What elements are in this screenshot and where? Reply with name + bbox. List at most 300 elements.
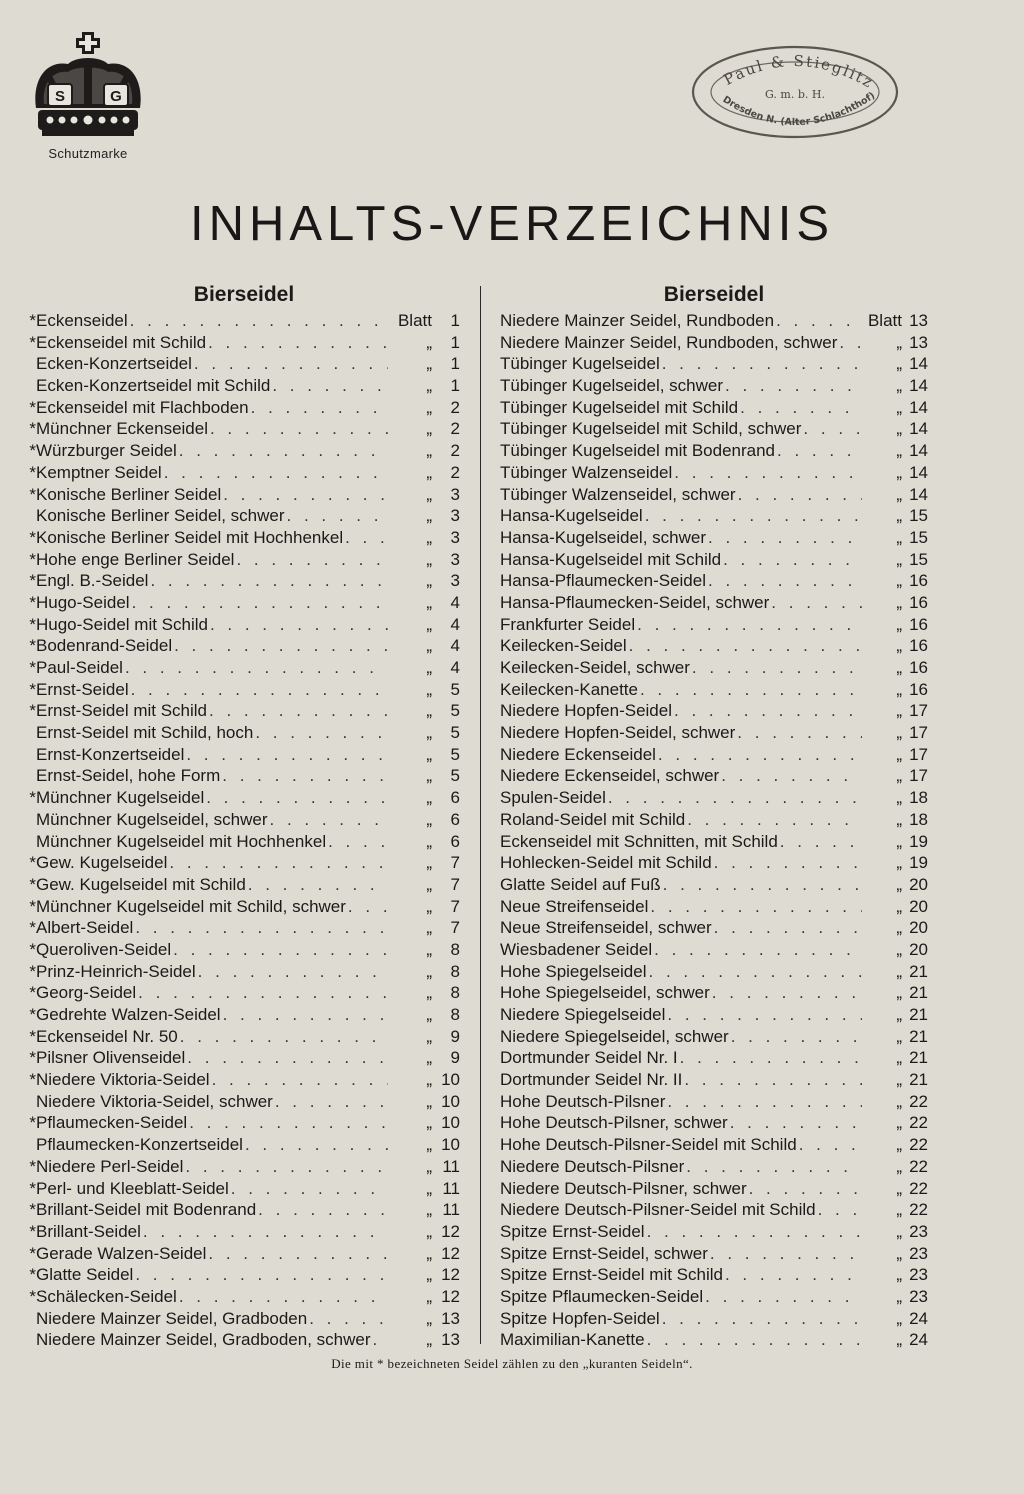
entry-page-number: 17 <box>909 766 928 786</box>
entry-name-text: Niedere Viktoria-Seidel <box>36 1070 210 1090</box>
list-item <box>500 874 928 896</box>
entry-name <box>500 700 672 722</box>
entry-name <box>500 1134 797 1156</box>
entry-page-number: 2 <box>450 441 460 461</box>
entry-star-marker: * <box>29 874 36 894</box>
entry-star-marker: * <box>29 658 36 677</box>
entry-name-text: Glatte Seidel <box>36 1265 134 1285</box>
leader-dots <box>645 1221 862 1243</box>
entry-star-marker: * <box>29 918 36 938</box>
entry-name <box>28 1069 210 1091</box>
entry-unit: „ <box>896 419 902 439</box>
entry-page-number: 9 <box>450 1026 460 1046</box>
leader-dots <box>690 657 862 679</box>
entry-unit: „ <box>896 527 902 547</box>
entry-name <box>500 397 738 419</box>
leader-dots <box>192 353 388 375</box>
entry-page-number: 14 <box>909 441 928 461</box>
entry-unit: „ <box>896 1265 902 1285</box>
entry-name <box>28 679 129 701</box>
list-item <box>500 852 928 874</box>
entry-name <box>500 418 801 440</box>
leader-dots <box>187 1112 388 1134</box>
list-item <box>500 657 928 679</box>
entry-star-marker: * <box>29 549 36 569</box>
entry-unit: „ <box>896 1048 902 1068</box>
entry-page-number: 21 <box>909 961 928 981</box>
entry-page-number: 18 <box>909 788 928 808</box>
entry-name <box>500 744 656 766</box>
leader-dots <box>606 787 862 809</box>
list-item <box>500 505 928 527</box>
entry-unit: „ <box>426 1005 432 1024</box>
entry-page-number: 22 <box>909 1178 928 1198</box>
entry-star-marker: * <box>29 1178 36 1198</box>
entry-name-text: Hohe Spiegelseidel <box>500 961 647 981</box>
entry-name <box>28 527 343 549</box>
entry-unit: „ <box>896 614 902 634</box>
entry-name <box>500 527 706 549</box>
leader-dots <box>204 787 388 809</box>
entry-name-text: Pflaumecken-Seidel <box>36 1113 188 1133</box>
list-item <box>28 744 460 766</box>
entry-unit: „ <box>426 376 432 396</box>
entry-name <box>500 831 778 853</box>
list-item <box>500 527 928 549</box>
entry-page-number: 15 <box>909 527 928 547</box>
entry-name <box>28 939 171 961</box>
page-title: INHALTS-VERZEICHNIS <box>189 197 835 251</box>
entry-page-number: 12 <box>441 1265 460 1285</box>
entry-star-marker: * <box>29 983 36 1003</box>
leader-dots <box>196 961 388 983</box>
left-column <box>28 282 460 1351</box>
entry-name-text: Neue Streifenseidel <box>500 896 649 916</box>
leader-dots <box>270 375 388 397</box>
entry-name-text: Eckenseidel mit Schild <box>36 332 207 352</box>
list-item <box>28 700 460 722</box>
entry-page-number: 14 <box>909 354 928 374</box>
entry-name-text: Neue Streifenseidel, schwer <box>500 918 712 938</box>
list-item <box>500 939 928 961</box>
list-item <box>28 896 460 918</box>
list-item <box>28 440 460 462</box>
entry-name-text: Prinz-Heinrich-Seidel <box>36 961 196 981</box>
entry-name <box>28 917 133 939</box>
entry-name <box>28 1286 177 1308</box>
entry-page-number: 22 <box>909 1091 928 1111</box>
leader-dots <box>652 939 862 961</box>
leader-dots <box>234 549 388 571</box>
column-divider <box>480 286 481 1344</box>
entry-name <box>28 353 192 375</box>
entry-name-text: Georg-Seidel <box>36 983 137 1003</box>
entry-star-marker: * <box>29 939 36 959</box>
leader-dots <box>797 1134 862 1156</box>
list-item <box>28 874 460 896</box>
entry-name <box>28 657 123 679</box>
entry-name-text: Engl. B.-Seidel <box>36 571 149 591</box>
entry-unit: „ <box>896 874 902 894</box>
leader-dots <box>253 722 388 744</box>
entry-name-text: Gedrehte Walzen-Seidel <box>36 1005 221 1024</box>
leader-dots <box>647 961 863 983</box>
list-item <box>28 1156 460 1178</box>
entry-name <box>28 852 167 874</box>
entry-page-number: 16 <box>909 571 928 591</box>
leader-dots <box>177 440 388 462</box>
entry-unit: „ <box>426 831 432 851</box>
entry-unit: „ <box>426 354 432 374</box>
entry-name-text: Hohe Spiegelseidel, schwer <box>500 983 710 1003</box>
entry-page-number: 14 <box>909 419 928 439</box>
entry-unit: „ <box>896 1135 902 1155</box>
entry-unit: „ <box>426 723 432 743</box>
entry-unit: „ <box>896 744 902 764</box>
leader-dots <box>706 570 862 592</box>
entry-unit: „ <box>896 484 902 504</box>
list-item <box>28 527 460 549</box>
entry-page-number: 4 <box>450 592 460 612</box>
entry-name <box>500 809 685 831</box>
entry-name <box>28 1112 187 1134</box>
entry-name <box>28 375 270 397</box>
list-item <box>28 397 460 419</box>
list-item <box>28 1221 460 1243</box>
entry-page-number: 20 <box>909 896 928 916</box>
entry-name <box>28 592 130 614</box>
list-item <box>28 592 460 614</box>
entry-name-text: Maximilian-Kanette <box>500 1330 645 1350</box>
leader-dots <box>643 505 862 527</box>
entry-name-text: Niedere Mainzer Seidel, Rundboden, schwer <box>500 332 838 352</box>
entry-page-number: 19 <box>909 831 928 851</box>
leader-dots <box>184 744 388 766</box>
leader-dots <box>665 1004 862 1026</box>
entry-name-text: Münchner Kugelseidel mit Hochhenkel <box>36 831 327 851</box>
list-item <box>500 1091 928 1113</box>
leader-dots <box>747 1178 862 1200</box>
entry-unit: „ <box>896 1156 902 1176</box>
entry-unit: „ <box>896 1243 902 1263</box>
entry-name <box>500 614 635 636</box>
leader-dots <box>307 1308 388 1330</box>
entry-name <box>28 462 162 484</box>
entry-name-text: Hohe Deutsch-Pilsner <box>500 1091 666 1111</box>
leader-dots <box>723 375 862 397</box>
entry-name-text: Niedere Deutsch-Pilsner-Seidel mit Schild <box>500 1200 816 1220</box>
entry-unit: „ <box>426 809 432 829</box>
entry-unit: „ <box>426 1286 432 1306</box>
list-item <box>28 1286 460 1308</box>
entry-page-number: 12 <box>441 1286 460 1306</box>
list-item <box>28 332 460 354</box>
right-column-heading: Bierseidel <box>663 283 765 306</box>
entry-name-text: Ernst-Seidel <box>36 679 129 699</box>
leader-dots <box>721 549 862 571</box>
entry-name <box>28 484 221 506</box>
leader-dots <box>178 1026 388 1048</box>
entry-unit: „ <box>426 462 432 482</box>
entry-page-number: 19 <box>909 853 928 873</box>
entry-page-number: 21 <box>909 1026 928 1046</box>
leader-dots <box>141 1221 388 1243</box>
leader-dots <box>775 440 862 462</box>
entry-name-text: Albert-Seidel <box>36 918 134 938</box>
entry-name <box>28 1156 183 1178</box>
entry-name-text: Pilsner Olivenseidel <box>36 1048 186 1068</box>
entry-unit: „ <box>426 1308 432 1328</box>
entry-unit: „ <box>426 1265 432 1285</box>
entry-name <box>28 332 206 354</box>
entry-name <box>500 961 647 983</box>
entry-name <box>28 570 148 592</box>
entry-unit: „ <box>426 874 432 894</box>
entry-page-number: 24 <box>909 1308 928 1328</box>
entry-name-text: Eckenseidel mit Schnitten, mit Schild <box>500 831 778 851</box>
list-item <box>500 1047 928 1069</box>
leader-dots <box>710 982 862 1004</box>
entry-name-text: Dortmunder Seidel Nr. I <box>500 1048 678 1068</box>
leader-dots <box>635 614 862 636</box>
entry-page-number: 23 <box>909 1265 928 1285</box>
entry-star-marker: * <box>29 484 36 504</box>
trademark-label: Schutzmarke <box>48 146 128 161</box>
entry-star-marker: * <box>29 1026 36 1046</box>
entry-name <box>28 1308 307 1330</box>
leader-dots <box>273 1091 388 1113</box>
entry-name-text: Hugo-Seidel mit Schild <box>36 614 208 634</box>
entry-page-number: 7 <box>450 853 460 873</box>
entry-star-marker: * <box>29 1243 36 1263</box>
entry-star-marker: * <box>29 419 36 439</box>
entry-name-text: Hansa-Pflaumecken-Seidel <box>500 571 706 591</box>
entry-page-number: 16 <box>909 592 928 612</box>
entry-page-number: 22 <box>909 1156 928 1176</box>
left-column-heading: Bierseidel <box>193 283 295 306</box>
entry-page-number: 4 <box>450 614 460 634</box>
entry-page-number: 16 <box>909 658 928 677</box>
leader-dots <box>627 635 862 657</box>
entry-unit: „ <box>896 961 902 981</box>
entry-unit: „ <box>426 1048 432 1068</box>
entry-unit: „ <box>426 1135 432 1155</box>
entry-page-number: 24 <box>909 1330 928 1350</box>
leader-dots <box>285 505 388 527</box>
entry-name-text: Queroliven-Seidel <box>36 939 172 959</box>
entry-name <box>28 765 220 787</box>
entry-name <box>500 440 775 462</box>
entry-page-number: 6 <box>450 788 460 808</box>
entry-name <box>500 310 774 332</box>
entry-name-text: Niedere Mainzer Seidel, Gradboden, schwer <box>36 1330 371 1350</box>
list-item <box>28 1178 460 1200</box>
entry-name <box>500 874 661 896</box>
entry-name <box>28 418 208 440</box>
entry-name-text: Tübinger Walzenseidel <box>500 462 673 482</box>
entry-page-number: 1 <box>450 376 460 396</box>
entry-name-text: Münchner Eckenseidel <box>36 419 208 439</box>
entry-page-number: 20 <box>909 939 928 959</box>
leader-dots <box>206 332 388 354</box>
entry-name <box>500 917 712 939</box>
entry-name-text: Niedere Eckenseidel <box>500 744 656 764</box>
leader-dots <box>133 1264 388 1286</box>
entry-page-number: 3 <box>450 571 460 591</box>
entry-name <box>500 1199 816 1221</box>
list-item <box>500 1026 928 1048</box>
entry-unit: „ <box>426 1026 432 1046</box>
entry-name-text: Niedere Spiegelseidel <box>500 1005 666 1024</box>
entry-name-text: Hohlecken-Seidel mit Schild <box>500 853 712 873</box>
entry-unit: „ <box>896 788 902 808</box>
entry-name <box>28 549 234 571</box>
list-item <box>28 982 460 1004</box>
list-item <box>500 1178 928 1200</box>
list-item <box>500 635 928 657</box>
entry-unit: „ <box>896 592 902 612</box>
leader-dots <box>672 700 862 722</box>
entry-unit: „ <box>896 506 902 526</box>
entry-unit: „ <box>426 1113 432 1133</box>
list-item <box>28 1329 460 1351</box>
entry-name-text: Dortmunder Seidel Nr. II <box>500 1070 683 1090</box>
entry-name-text: Roland-Seidel mit Schild <box>500 809 686 829</box>
entry-unit: „ <box>896 1330 902 1350</box>
entry-name <box>500 1091 665 1113</box>
entry-name <box>500 787 606 809</box>
entry-unit: „ <box>426 658 432 677</box>
entry-name-text: Tübinger Kugelseidel mit Bodenrand <box>500 441 776 461</box>
entry-unit: „ <box>426 527 432 547</box>
entry-unit: Blatt <box>397 311 432 330</box>
leader-dots <box>837 332 862 354</box>
entry-name-text: Hansa-Kugelseidel mit Schild <box>500 549 722 569</box>
entry-page-number: 15 <box>909 506 928 526</box>
leader-dots <box>648 896 862 918</box>
entry-page-number: 16 <box>909 679 928 699</box>
entry-page-number: 8 <box>450 939 460 959</box>
entry-name-text: Bodenrand-Seidel <box>36 636 173 656</box>
entry-name <box>28 961 196 983</box>
leader-dots <box>774 310 862 332</box>
entry-page-number: 2 <box>450 419 460 439</box>
entry-name <box>500 1156 684 1178</box>
leader-dots <box>129 679 388 701</box>
entry-name <box>500 505 643 527</box>
entry-name <box>500 1221 645 1243</box>
logo-letter-g: G <box>110 88 122 105</box>
entry-name-text: Niedere Viktoria-Seidel, schwer <box>36 1091 273 1111</box>
list-item <box>28 939 460 961</box>
entry-name-text: Ernst-Seidel mit Schild, hoch <box>36 723 254 743</box>
list-item <box>28 1069 460 1091</box>
entry-name <box>500 1243 708 1265</box>
entry-name <box>28 1264 133 1286</box>
entry-page-number: 5 <box>450 766 460 786</box>
entry-unit: „ <box>896 1005 902 1024</box>
entry-unit: „ <box>426 744 432 764</box>
leader-dots <box>171 939 388 961</box>
entry-star-marker: * <box>29 1070 36 1090</box>
entry-name <box>28 397 249 419</box>
stamp-icon <box>688 40 902 142</box>
entry-page-number: 23 <box>909 1243 928 1263</box>
entry-name-text: Konische Berliner Seidel <box>36 484 222 504</box>
list-item <box>500 570 928 592</box>
leader-dots <box>816 1199 862 1221</box>
entry-name-text: Niedere Deutsch-Pilsner <box>500 1156 685 1176</box>
entry-name <box>500 353 660 375</box>
list-item <box>28 353 460 375</box>
entry-name <box>500 1178 747 1200</box>
entry-unit: „ <box>896 1286 902 1306</box>
entry-page-number: 18 <box>909 809 928 829</box>
entry-page-number: 11 <box>442 1156 460 1176</box>
entry-unit: „ <box>426 896 432 916</box>
entry-name <box>28 809 268 831</box>
list-item <box>28 852 460 874</box>
list-item <box>28 1112 460 1134</box>
leader-dots <box>185 1047 388 1069</box>
list-item <box>28 657 460 679</box>
entry-name <box>28 982 136 1004</box>
entry-page-number: 7 <box>450 874 460 894</box>
entry-name-text: Niedere Hopfen-Seidel <box>500 701 672 721</box>
entry-name <box>28 831 326 853</box>
entry-page-number: 3 <box>450 484 460 504</box>
entry-page-number: 6 <box>450 809 460 829</box>
entry-unit: „ <box>896 376 902 396</box>
list-item <box>500 375 928 397</box>
leader-dots <box>801 418 862 440</box>
leader-dots <box>246 874 388 896</box>
entry-name-text: Brillant-Seidel <box>36 1221 141 1241</box>
leader-dots <box>719 765 862 787</box>
leader-dots <box>660 353 862 375</box>
list-item <box>500 462 928 484</box>
entry-page-number: 7 <box>450 896 460 916</box>
leader-dots <box>208 614 388 636</box>
entry-unit: „ <box>426 636 432 656</box>
entry-star-marker: * <box>29 332 36 352</box>
entry-page-number: 13 <box>909 332 928 352</box>
entry-star-marker: * <box>29 441 36 461</box>
entry-page-number: 12 <box>441 1221 460 1241</box>
entry-name-text: Schälecken-Seidel <box>36 1286 177 1306</box>
entry-unit: „ <box>896 1070 902 1090</box>
entry-page-number: 8 <box>450 1005 460 1024</box>
entry-unit: „ <box>426 1200 432 1220</box>
entry-star-marker: * <box>29 397 36 417</box>
leader-dots <box>207 700 388 722</box>
entry-star-marker: * <box>29 1005 36 1024</box>
entry-name <box>28 1091 273 1113</box>
entry-page-number: 5 <box>450 723 460 743</box>
entry-star-marker: * <box>29 571 36 591</box>
leader-dots <box>712 852 862 874</box>
leader-dots <box>167 852 388 874</box>
entry-unit: „ <box>896 571 902 591</box>
entry-page-number: 3 <box>450 549 460 569</box>
leader-dots <box>221 1004 388 1026</box>
entry-page-number: 1 <box>450 311 460 330</box>
entry-name <box>500 635 627 657</box>
list-item <box>28 787 460 809</box>
entry-name <box>500 765 719 787</box>
entry-unit: „ <box>896 1026 902 1046</box>
entry-unit: „ <box>426 918 432 938</box>
